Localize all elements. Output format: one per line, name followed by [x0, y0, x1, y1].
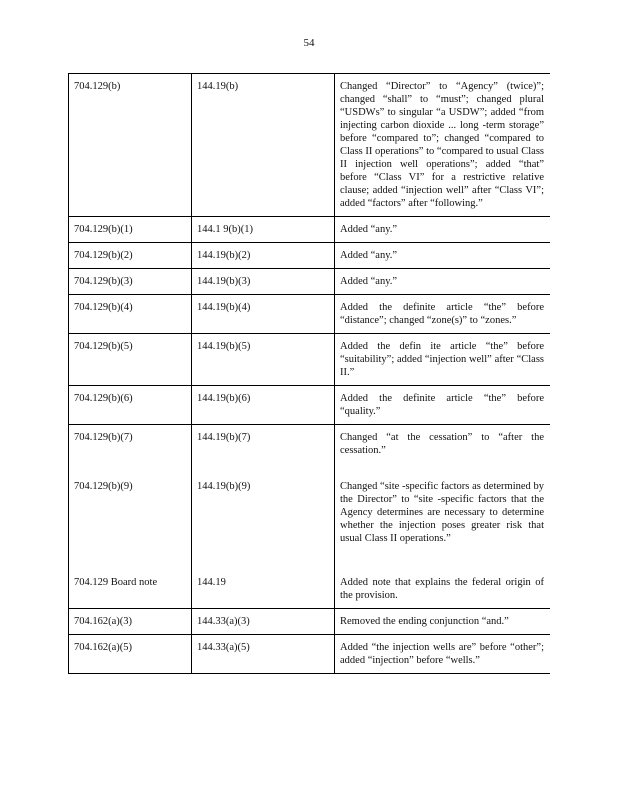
- cfr-section-cell: 144.19(b)(2): [192, 243, 335, 269]
- table-row: [69, 269, 551, 295]
- change-text: Changed “site -specific factors as determined by the Director” to “site -specific factors that the Agency determines are necessary to determine whether the injection poses greater risk that usual Class II operations.”: [340, 481, 544, 544]
- cfr-section-cell: 144.33(a)(5): [192, 635, 335, 674]
- il-section-entry: 704.129 Board note: [74, 577, 158, 588]
- change-text: Added “any.”: [340, 250, 398, 261]
- il-section-cell: 704.129(b)(4): [69, 295, 192, 334]
- change-description-cell: [335, 425, 551, 609]
- change-description-cell: [335, 609, 551, 635]
- page-number: 54: [303, 37, 315, 49]
- change-description-cell: [335, 217, 551, 243]
- il-section-cell: 704.129(b)(5): [69, 334, 192, 386]
- cfr-section-cell: 144.19(b)(5): [192, 334, 335, 386]
- change-text: Changed “Director” to “Agency” (twice)”; changed “shall” to “must”; changed plural “USDWs” to singular “a USDW”; added “from injecting carbon dioxide ... long -term storage” before “compared to”; changed “compared to Class II operations” to “compared to usual Class II injection well operations”; added “that” before “Class VI” for a restrictive relative clause; added “injection well” after “Class VI”; added “factors” after “following.”: [340, 81, 544, 209]
- cfr-section-cell: [192, 425, 335, 609]
- table-row: [69, 386, 551, 425]
- cfr-section-cell: 144.19(b): [192, 74, 335, 217]
- cfr-section-cell: 144.19(b)(3): [192, 269, 335, 295]
- change-text: Removed the ending conjunction “and.”: [340, 616, 509, 627]
- change-description-cell: [335, 74, 551, 217]
- il-section-entry: 704.129(b)(7): [74, 432, 133, 443]
- change-description-cell: [335, 635, 551, 674]
- change-text: Added the definite article “the” before “quality.”: [340, 393, 544, 417]
- table-row: [69, 609, 551, 635]
- table-row: [69, 74, 551, 217]
- il-section-cell: 704.129(b)(3): [69, 269, 192, 295]
- table-row: [69, 635, 551, 674]
- change-description-cell: [335, 295, 551, 334]
- change-text: Added the definite article “the” before “distance”; changed “zone(s)” to “zones.”: [340, 302, 544, 326]
- il-section-cell: 704.129(b)(2): [69, 243, 192, 269]
- cfr-section-cell: 144.1 9(b)(1): [192, 217, 335, 243]
- il-section-cell: 704.129(b): [69, 74, 192, 217]
- change-description-cell: [335, 243, 551, 269]
- table-row: [69, 243, 551, 269]
- cfr-section-entry: 144.19: [197, 577, 226, 588]
- change-text: Added “any.”: [340, 276, 398, 287]
- cfr-section-cell: 144.19(b)(4): [192, 295, 335, 334]
- cfr-section-entry: 144.19(b)(7): [197, 432, 251, 443]
- table-row-merged: [69, 425, 551, 609]
- change-text: Added “the injection wells are” before “other”; added “injection” before “wells.”: [340, 642, 544, 666]
- change-text: Added “any.”: [340, 224, 398, 235]
- il-section-cell: 704.162(a)(5): [69, 635, 192, 674]
- table-row: [69, 334, 551, 386]
- table-row: [69, 217, 551, 243]
- il-section-entry: 704.129(b)(9): [74, 481, 133, 492]
- correlation-table: [68, 73, 550, 674]
- change-description-cell: [335, 334, 551, 386]
- change-description-cell: [335, 386, 551, 425]
- il-section-cell: [69, 425, 192, 609]
- change-text: Changed “at the cessation” to “after the cessation.”: [340, 432, 544, 456]
- cfr-section-cell: 144.33(a)(3): [192, 609, 335, 635]
- il-section-cell: 704.129(b)(1): [69, 217, 192, 243]
- cfr-section-entry: 144.19(b)(9): [197, 481, 251, 492]
- change-text: Added note that explains the federal origin of the provision.: [340, 577, 544, 601]
- il-section-cell: 704.129(b)(6): [69, 386, 192, 425]
- cfr-section-cell: 144.19(b)(6): [192, 386, 335, 425]
- il-section-cell: 704.162(a)(3): [69, 609, 192, 635]
- table-row: [69, 295, 551, 334]
- change-text: Added the defin ite article “the” before “suitability”; added “injection well” after “Class II.”: [340, 341, 544, 378]
- change-description-cell: [335, 269, 551, 295]
